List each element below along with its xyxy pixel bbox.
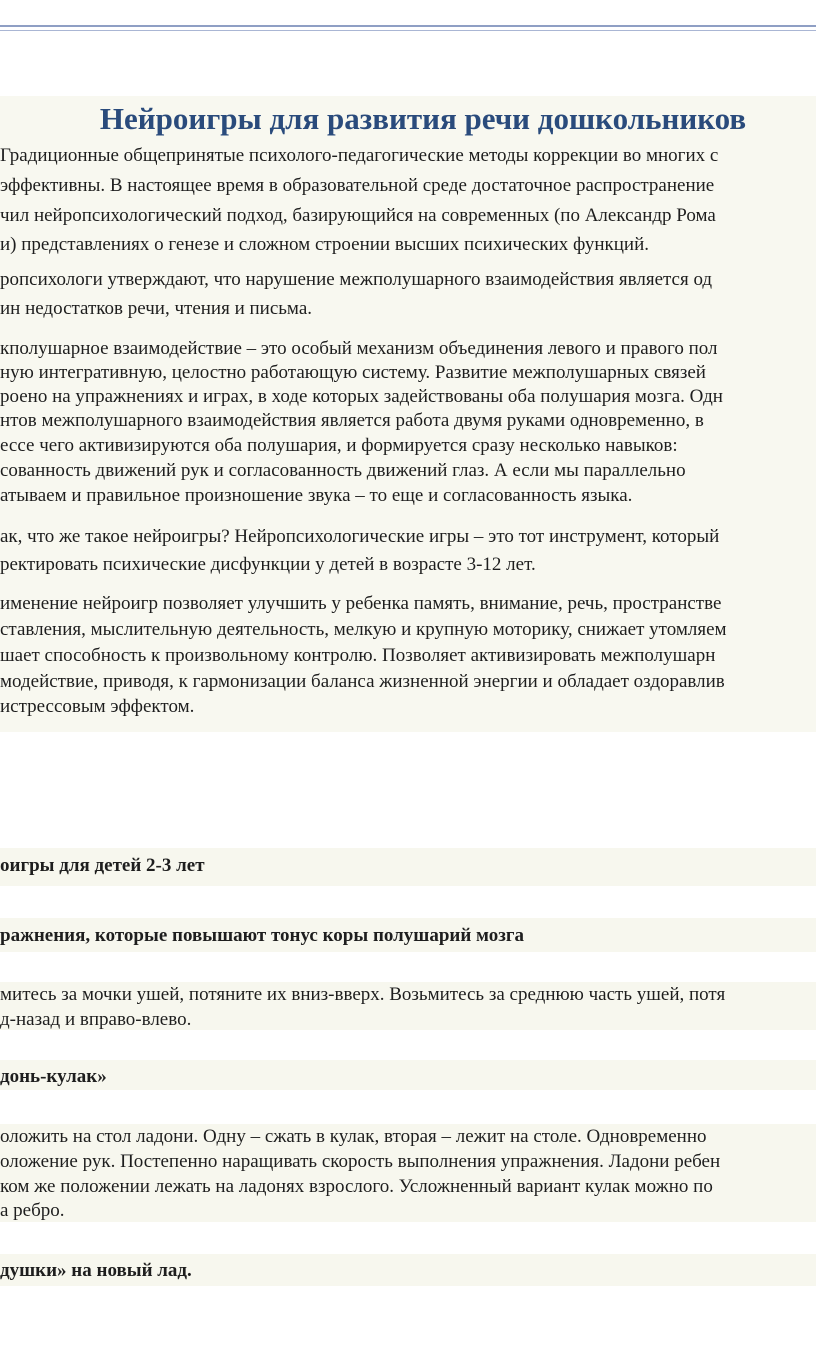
- game-2-heading-background: [0, 1060, 816, 1090]
- game-text-line: ком же положении лежать на ладонях взрослого. Усложненный вариант кулак можно по: [0, 1176, 713, 1197]
- paragraph-line: ессе чего активизируются оба полушария, и формируется сразу несколько навыков:: [0, 435, 678, 456]
- paragraph-line: ак, что же такое нейроигры? Нейропсихологические игры – это тот инструмент, который: [0, 526, 720, 547]
- paragraph-line: роено на упражнениях и играх, в ходе которых задействованы оба полушария мозга. Одн: [0, 386, 723, 407]
- top-rule-thin: [0, 30, 816, 31]
- paragraph-line: чил нейропсихологический подход, базирующийся на современных (по Александр Рома: [0, 205, 716, 226]
- section-heading: оигры для детей 2-3 лет: [0, 855, 205, 876]
- game-heading: донь-кулак»: [0, 1066, 107, 1087]
- game-text-line: оложить на стол ладони. Одну – сжать в кулак, вторая – лежит на столе. Одновременно: [0, 1126, 707, 1147]
- paragraph-line: ропсихологи утверждают, что нарушение межполушарного взаимодействия является од: [0, 269, 713, 290]
- paragraph-line: атываем и правильное произношение звука – то еще и согласованность языка.: [0, 485, 633, 506]
- paragraph-line: именение нейроигр позволяет улучшить у ребенка память, внимание, речь, пространстве: [0, 593, 722, 614]
- game-text-line: а ребро.: [0, 1200, 65, 1221]
- game-text-line: оложение рук. Постепенно наращивать скорость выполнения упражнения. Ладони ребен: [0, 1151, 721, 1172]
- paragraph-line: эффективны. В настоящее время в образовательной среде достаточное распространение: [0, 175, 715, 196]
- paragraph-line: и) представлениях о генезе и сложном строении высших психических функций.: [0, 234, 650, 255]
- paragraph-line: сованность движений рук и согласованность движений глаз. А если мы параллельно: [0, 460, 686, 481]
- paragraph-line: истрессовым эффектом.: [0, 696, 195, 717]
- paragraph-line: модействие, приводя, к гармонизации баланса жизненной энергии и обладает оздоравлив: [0, 671, 725, 692]
- exercises-heading: ражнения, которые повышают тонус коры полушарий мозга: [0, 925, 525, 946]
- page-title: Нейроигры для развития речи дошкольников: [99, 101, 747, 136]
- paragraph-line: шает способность к произвольному контролю. Позволяет активизировать межполушарн: [0, 645, 716, 666]
- paragraph-line: ную интегративную, целостно работающую систему. Развитие межполушарных связей: [0, 362, 706, 383]
- exercise-line: д-назад и вправо-влево.: [0, 1009, 192, 1030]
- paragraph-line: ин недостатков речи, чтения и письма.: [0, 298, 313, 319]
- top-rule: [0, 25, 816, 27]
- exercise-line: митесь за мочки ушей, потяните их вниз-вверх. Возьмитесь за среднюю часть ушей, потя: [0, 984, 726, 1005]
- paragraph-line: ставления, мыслительную деятельность, мелкую и крупную моторику, снижает утомляем: [0, 619, 727, 640]
- game-heading: душки» на новый лад.: [0, 1260, 192, 1281]
- paragraph-line: нтов межполушарного взаимодействия является работа двумя руками одновременно, в: [0, 410, 704, 431]
- paragraph-line: Градиционные общепринятые психолого-педагогические методы коррекции во многих с: [0, 145, 719, 166]
- paragraph-line: ректировать психические дисфункции у детей в возрасте 3-12 лет.: [0, 554, 536, 575]
- paragraph-line: кполушарное взаимодействие – это особый механизм объединения левого и правого пол: [0, 338, 718, 359]
